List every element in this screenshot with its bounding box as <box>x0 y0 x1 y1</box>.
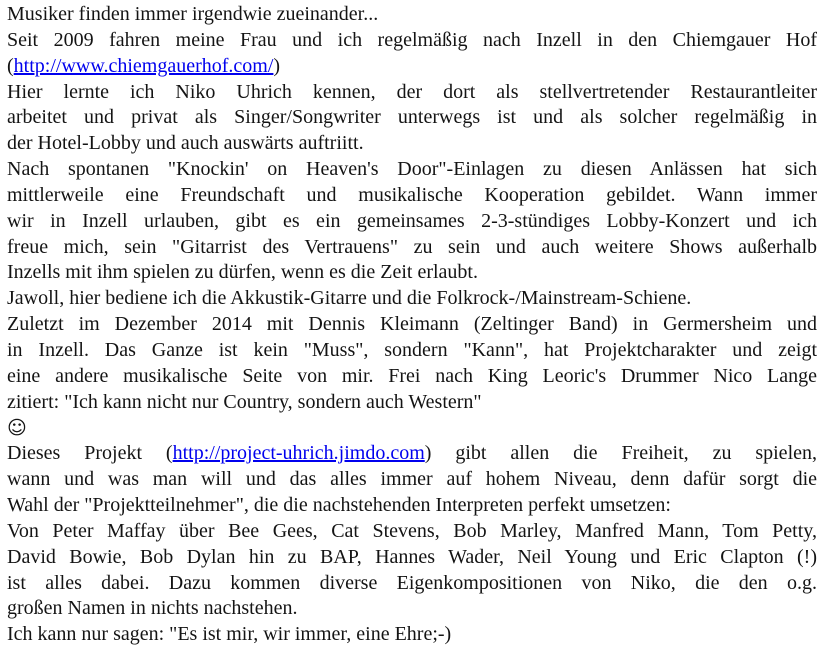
text-line <box>7 571 817 597</box>
text-line <box>7 260 817 286</box>
text-line <box>7 28 817 54</box>
text-line <box>7 209 817 235</box>
text-run: Von Peter Maffay über Bee Gees, Cat Stevens, Bob Marley, Manfred Mann, Tom Petty, <box>7 519 817 542</box>
text-line <box>7 2 817 28</box>
text-run: zitiert: "Ich kann nicht nur Country, sondern auch Western" <box>7 390 482 413</box>
text-run: in Inzell. Das Ganze ist kein "Muss", sondern "Kann", hat Projektcharakter und zeigt <box>7 338 817 361</box>
text-line <box>7 364 817 390</box>
text-run: arbeitet und privat als Singer/Songwriter unterwegs ist und als solcher regelmäßig in <box>7 106 817 129</box>
text-run: David Bowie, Bob Dylan hin zu BAP, Hannes Wader, Neil Young und Eric Clapton (!) <box>7 545 817 568</box>
text-line <box>7 519 817 545</box>
text-line <box>7 131 817 157</box>
hyperlink[interactable]: http://www.chiemgauerhof.com/ <box>13 54 274 77</box>
text-run: Nach spontanen "Knockin' on Heaven's Door"-Einlagen zu diesen Anlässen hat sich <box>7 158 817 181</box>
text-line <box>7 157 817 183</box>
text-run: der Hotel-Lobby und auch auswärts auftriitt. <box>7 132 364 155</box>
text-line <box>7 183 817 209</box>
smiley-icon: ☺ <box>7 416 27 439</box>
text-line <box>7 467 817 493</box>
text-run: ( <box>7 54 14 77</box>
text-run: Hier lernte ich Niko Uhrich kennen, der dort als stellvertretender Restaurantleiter <box>7 80 817 103</box>
text-run: Inzells mit ihm spielen zu dürfen, wenn es die Zeit erlaubt. <box>7 261 478 284</box>
text-line <box>7 54 817 80</box>
text-run: freue mich, sein "Gitarrist des Vertrauens" zu sein und auch weitere Shows außerhalb <box>7 235 817 258</box>
text-run: wir in Inzell urlauben, gibt es ein gemeinsames 2-3-stündiges Lobby-Konzert und ich <box>7 209 817 232</box>
text-line <box>7 312 817 338</box>
text-run: Musiker finden immer irgendwie zueinander... <box>7 3 379 25</box>
text-run: Jawoll, hier bediene ich die Akkustik-Gitarre und die Folkrock-/Mainstream-Schiene. <box>7 287 692 310</box>
text-line <box>7 286 817 312</box>
text-run: Seit 2009 fahren meine Frau und ich regelmäßig nach Inzell in den Chiemgauer Hof <box>7 28 817 51</box>
text-line <box>7 622 817 648</box>
text-line <box>7 390 817 416</box>
text-line <box>7 493 817 519</box>
text-run: Wahl der "Projektteilnehmer", die die nachstehenden Interpreten perfekt umsetzen: <box>7 494 671 517</box>
text-run: ist alles dabei. Dazu kommen diverse Eigenkompositionen von Niko, die den o.g. <box>7 571 817 594</box>
text-run: ) gibt allen die Freiheit, zu spielen, <box>424 442 817 465</box>
text-line <box>7 596 817 622</box>
text-run: Dieses Projekt ( <box>7 442 173 465</box>
text-run: mittlerweile eine Freundschaft und musikalische Kooperation gebildet. Wann immer <box>7 183 817 206</box>
text-line <box>7 416 817 442</box>
text-run: ) <box>273 54 281 77</box>
hyperlink[interactable]: http://project-uhrich.jimdo.com <box>172 442 425 465</box>
text-line <box>7 105 817 131</box>
text-line <box>7 441 817 467</box>
text-run: Zuletzt im Dezember 2014 mit Dennis Kleimann (Zeltinger Band) in Germersheim und <box>7 313 817 336</box>
text-run: eine andere musikalische Seite von mir. Frei nach King Leoric's Drummer Nico Lange <box>7 364 817 387</box>
text-line <box>7 545 817 571</box>
text-run: großen Namen in nichts nachstehen. <box>7 597 298 620</box>
text-run: Ich kann nur sagen: "Es ist mir, wir immer, eine Ehre;-) <box>7 623 452 646</box>
text-run: wann und was man will und das alles immer auf hohem Niveau, denn dafür sorgt die <box>7 468 817 491</box>
text-line <box>7 338 817 364</box>
text-line <box>7 80 817 106</box>
text-line <box>7 235 817 261</box>
